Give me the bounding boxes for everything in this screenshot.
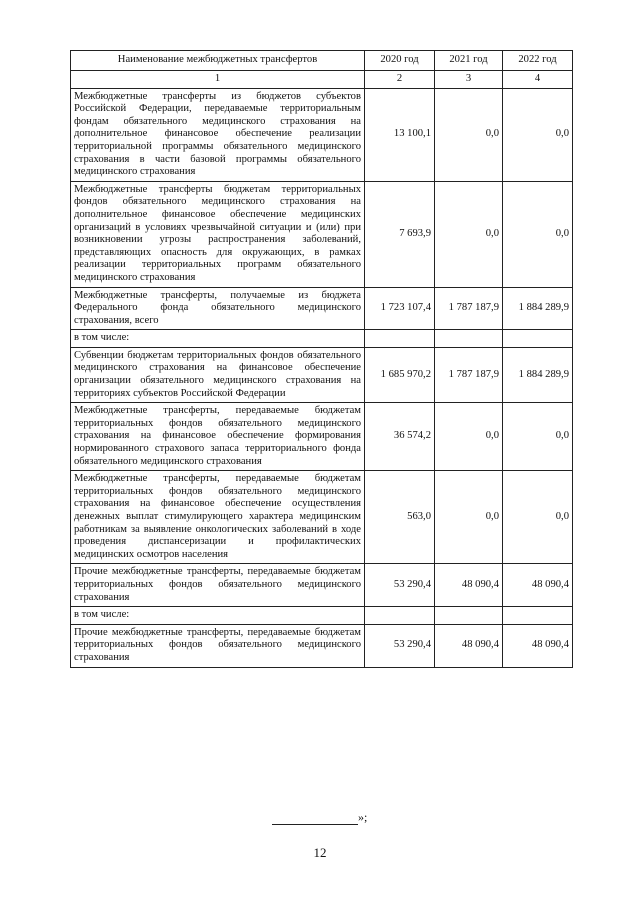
amount-2022 — [503, 607, 573, 625]
transfer-name: Межбюджетные трансферты бюджетам территориальных фондов обязательного медицинского страхования на дополнительное финансовое обеспечение медицинских организаций в условиях чрезвычайной ситуации и (или) при возникновении угрозы распространения заболеваний, представляющих опасность для окружающих, в рамках реализации территориальных программ обязательного медицинского страхования — [71, 181, 365, 287]
table-row — [71, 564, 573, 607]
amount-2020: 7 693,9 — [365, 181, 435, 287]
subheading-label: в том числе: — [71, 330, 365, 348]
amount-2022 — [503, 330, 573, 348]
amount-2020: 1 685 970,2 — [365, 347, 435, 402]
amount-2020: 13 100,1 — [365, 88, 435, 181]
amount-2020: 36 574,2 — [365, 403, 435, 471]
page-number: 12 — [313, 845, 327, 860]
amount-2020 — [365, 330, 435, 348]
header-2021: 2021 год — [435, 51, 503, 71]
transfer-name: Межбюджетные трансферты из бюджетов субъектов Российской Федерации, передаваемые территориальным фондам обязательного медицинского страхования на дополнительное финансовое обеспечение реализации территориальной программы обязательного медицинского страхования в части базовой программы обязательного медицинского страхования — [71, 88, 365, 181]
subheading-row — [71, 607, 573, 625]
closing-quote: »; — [358, 810, 368, 824]
header-2022: 2022 год — [503, 51, 573, 71]
table-row — [71, 287, 573, 330]
amount-2021: 0,0 — [435, 403, 503, 471]
subheading-row — [71, 330, 573, 348]
transfer-name: Субвенции бюджетам территориальных фондов обязательного медицинского страхования на финансовое обеспечение организации обязательного медицинского страхования на территориях субъектов Российской Федерации — [71, 347, 365, 402]
column-number-row — [71, 71, 573, 89]
column-number: 3 — [435, 71, 503, 89]
column-number: 2 — [365, 71, 435, 89]
amount-2021: 0,0 — [435, 88, 503, 181]
subheading-label: в том числе: — [71, 607, 365, 625]
table-row — [71, 88, 573, 181]
transfer-name: Прочие межбюджетные трансферты, передаваемые бюджетам территориальных фондов обязательного медицинского страхования — [71, 624, 365, 667]
table-row — [71, 471, 573, 564]
amount-2020: 1 723 107,4 — [365, 287, 435, 330]
amount-2022: 0,0 — [503, 471, 573, 564]
column-number: 4 — [503, 71, 573, 89]
column-number: 1 — [71, 71, 365, 89]
header-name: Наименование межбюджетных трансфертов — [71, 51, 365, 71]
amount-2022: 48 090,4 — [503, 564, 573, 607]
amount-2021: 48 090,4 — [435, 564, 503, 607]
transfer-name: Межбюджетные трансферты, передаваемые бюджетам территориальных фондов обязательного медицинского страхования на финансовое обеспечение формирования нормированного страхового запаса территориального фонда обязательного медицинского страхования — [71, 403, 365, 471]
table-row — [71, 347, 573, 402]
table-row — [71, 624, 573, 667]
transfer-name: Прочие межбюджетные трансферты, передаваемые бюджетам территориальных фондов обязательного медицинского страхования — [71, 564, 365, 607]
transfers-table — [70, 50, 573, 668]
table-row — [71, 403, 573, 471]
amount-2021: 0,0 — [435, 181, 503, 287]
amount-2022: 1 884 289,9 — [503, 347, 573, 402]
transfer-name: Межбюджетные трансферты, передаваемые бюджетам территориальных фондов обязательного медицинского страхования на финансовое обеспечение осуществления денежных выплат стимулирующего характера медицинским работникам за выявление онкологических заболеваний в ходе проведения диспансеризации и профилактических медицинских осмотров населения — [71, 471, 365, 564]
amount-2020: 53 290,4 — [365, 624, 435, 667]
amount-2021: 48 090,4 — [435, 624, 503, 667]
transfer-name: Межбюджетные трансферты, получаемые из бюджета Федерального фонда обязательного медицинского страхования, всего — [71, 287, 365, 330]
amount-2021: 0,0 — [435, 471, 503, 564]
closing-mark — [272, 810, 367, 825]
amount-2022: 0,0 — [503, 403, 573, 471]
header-2020: 2020 год — [365, 51, 435, 71]
table-row — [71, 181, 573, 287]
amount-2022: 1 884 289,9 — [503, 287, 573, 330]
amount-2021: 1 787 187,9 — [435, 287, 503, 330]
amount-2020: 563,0 — [365, 471, 435, 564]
amount-2021 — [435, 607, 503, 625]
amount-2020: 53 290,4 — [365, 564, 435, 607]
amount-2022: 48 090,4 — [503, 624, 573, 667]
amount-2021 — [435, 330, 503, 348]
amount-2022: 0,0 — [503, 181, 573, 287]
header-row — [71, 51, 573, 71]
amount-2021: 1 787 187,9 — [435, 347, 503, 402]
amount-2022: 0,0 — [503, 88, 573, 181]
signature-line — [272, 813, 358, 825]
amount-2020 — [365, 607, 435, 625]
